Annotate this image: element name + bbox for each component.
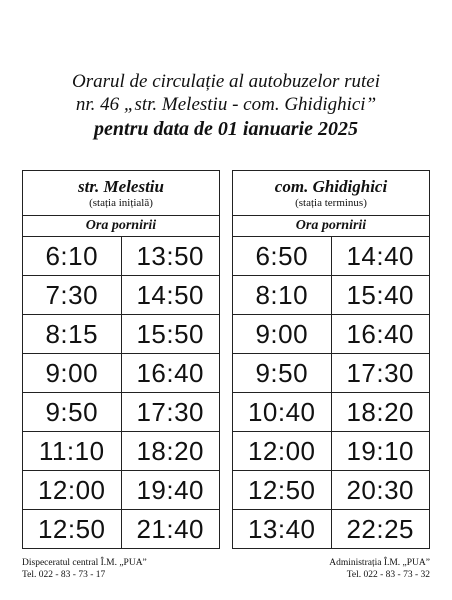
departure-time: 12:00 [233, 432, 332, 471]
stop-name: str. Melestiu [78, 176, 164, 196]
departure-time: 8:10 [233, 276, 332, 315]
table-row [233, 393, 430, 432]
table-row [23, 315, 220, 354]
departure-time: 19:10 [331, 432, 430, 471]
departure-time: 14:40 [331, 237, 430, 276]
departure-time: 13:40 [233, 510, 332, 549]
departure-time: 20:30 [331, 471, 430, 510]
departure-time: 10:40 [233, 393, 332, 432]
departure-time: 15:40 [331, 276, 430, 315]
table-row [23, 432, 220, 471]
departure-time: 12:50 [233, 471, 332, 510]
table-row [233, 315, 430, 354]
administration-name: Administrația Î.M. „PUA” [329, 558, 430, 568]
table-row [23, 237, 220, 276]
dispatch-contact [22, 557, 147, 581]
departure-time: 16:40 [121, 354, 220, 393]
table-row [23, 510, 220, 549]
departure-time: 21:40 [121, 510, 220, 549]
stop-note: (stația terminus) [295, 196, 367, 209]
departure-time: 6:50 [233, 237, 332, 276]
table-row [23, 393, 220, 432]
departure-time: 7:30 [23, 276, 122, 315]
stop-name: com. Ghidighici [274, 176, 388, 196]
administration-contact [329, 557, 430, 581]
departure-time: 16:40 [331, 315, 430, 354]
departure-time: 9:00 [23, 354, 122, 393]
departure-time: 9:50 [233, 354, 332, 393]
schedule-date: pentru data de 01 ianuarie 2025 [94, 118, 358, 140]
departure-time: 18:20 [121, 432, 220, 471]
departure-time: 12:00 [23, 471, 122, 510]
stop-note: (stația inițială) [89, 196, 153, 209]
table-row [233, 354, 430, 393]
departure-time: 12:50 [23, 510, 122, 549]
table-row [233, 510, 430, 549]
departure-time: 6:10 [23, 237, 122, 276]
departure-time: 17:30 [121, 393, 220, 432]
table-header [23, 171, 220, 216]
departure-time: 11:10 [23, 432, 122, 471]
dispatch-name: Dispeceratul central Î.M. „PUA” [22, 558, 147, 568]
departure-table-ghidighici [232, 170, 430, 549]
departure-time-label: Ora pornirii [23, 216, 220, 237]
departure-time: 14:50 [121, 276, 220, 315]
departure-time: 8:15 [23, 315, 122, 354]
departure-table-melestiu [22, 170, 220, 549]
administration-phone: Tel. 022 - 83 - 73 - 32 [346, 570, 430, 580]
route-name: nr. 46 „str. Melestiu - com. Ghidighici” [75, 94, 377, 115]
table-header [233, 171, 430, 216]
departure-time: 9:00 [233, 315, 332, 354]
departure-time: 19:40 [121, 471, 220, 510]
departure-time: 22:25 [331, 510, 430, 549]
table-row [23, 354, 220, 393]
table-row [233, 471, 430, 510]
schedule-title: Orarul de circulație al autobuzelor rutei [71, 71, 381, 92]
departure-time: 15:50 [121, 315, 220, 354]
departure-time: 9:50 [23, 393, 122, 432]
table-row [233, 432, 430, 471]
table-row [233, 276, 430, 315]
departure-time: 18:20 [331, 393, 430, 432]
table-row [23, 471, 220, 510]
departure-time: 17:30 [331, 354, 430, 393]
departure-time: 13:50 [121, 237, 220, 276]
departure-time-label: Ora pornirii [233, 216, 430, 237]
dispatch-phone: Tel. 022 - 83 - 73 - 17 [22, 570, 106, 580]
table-row [233, 237, 430, 276]
table-row [23, 276, 220, 315]
